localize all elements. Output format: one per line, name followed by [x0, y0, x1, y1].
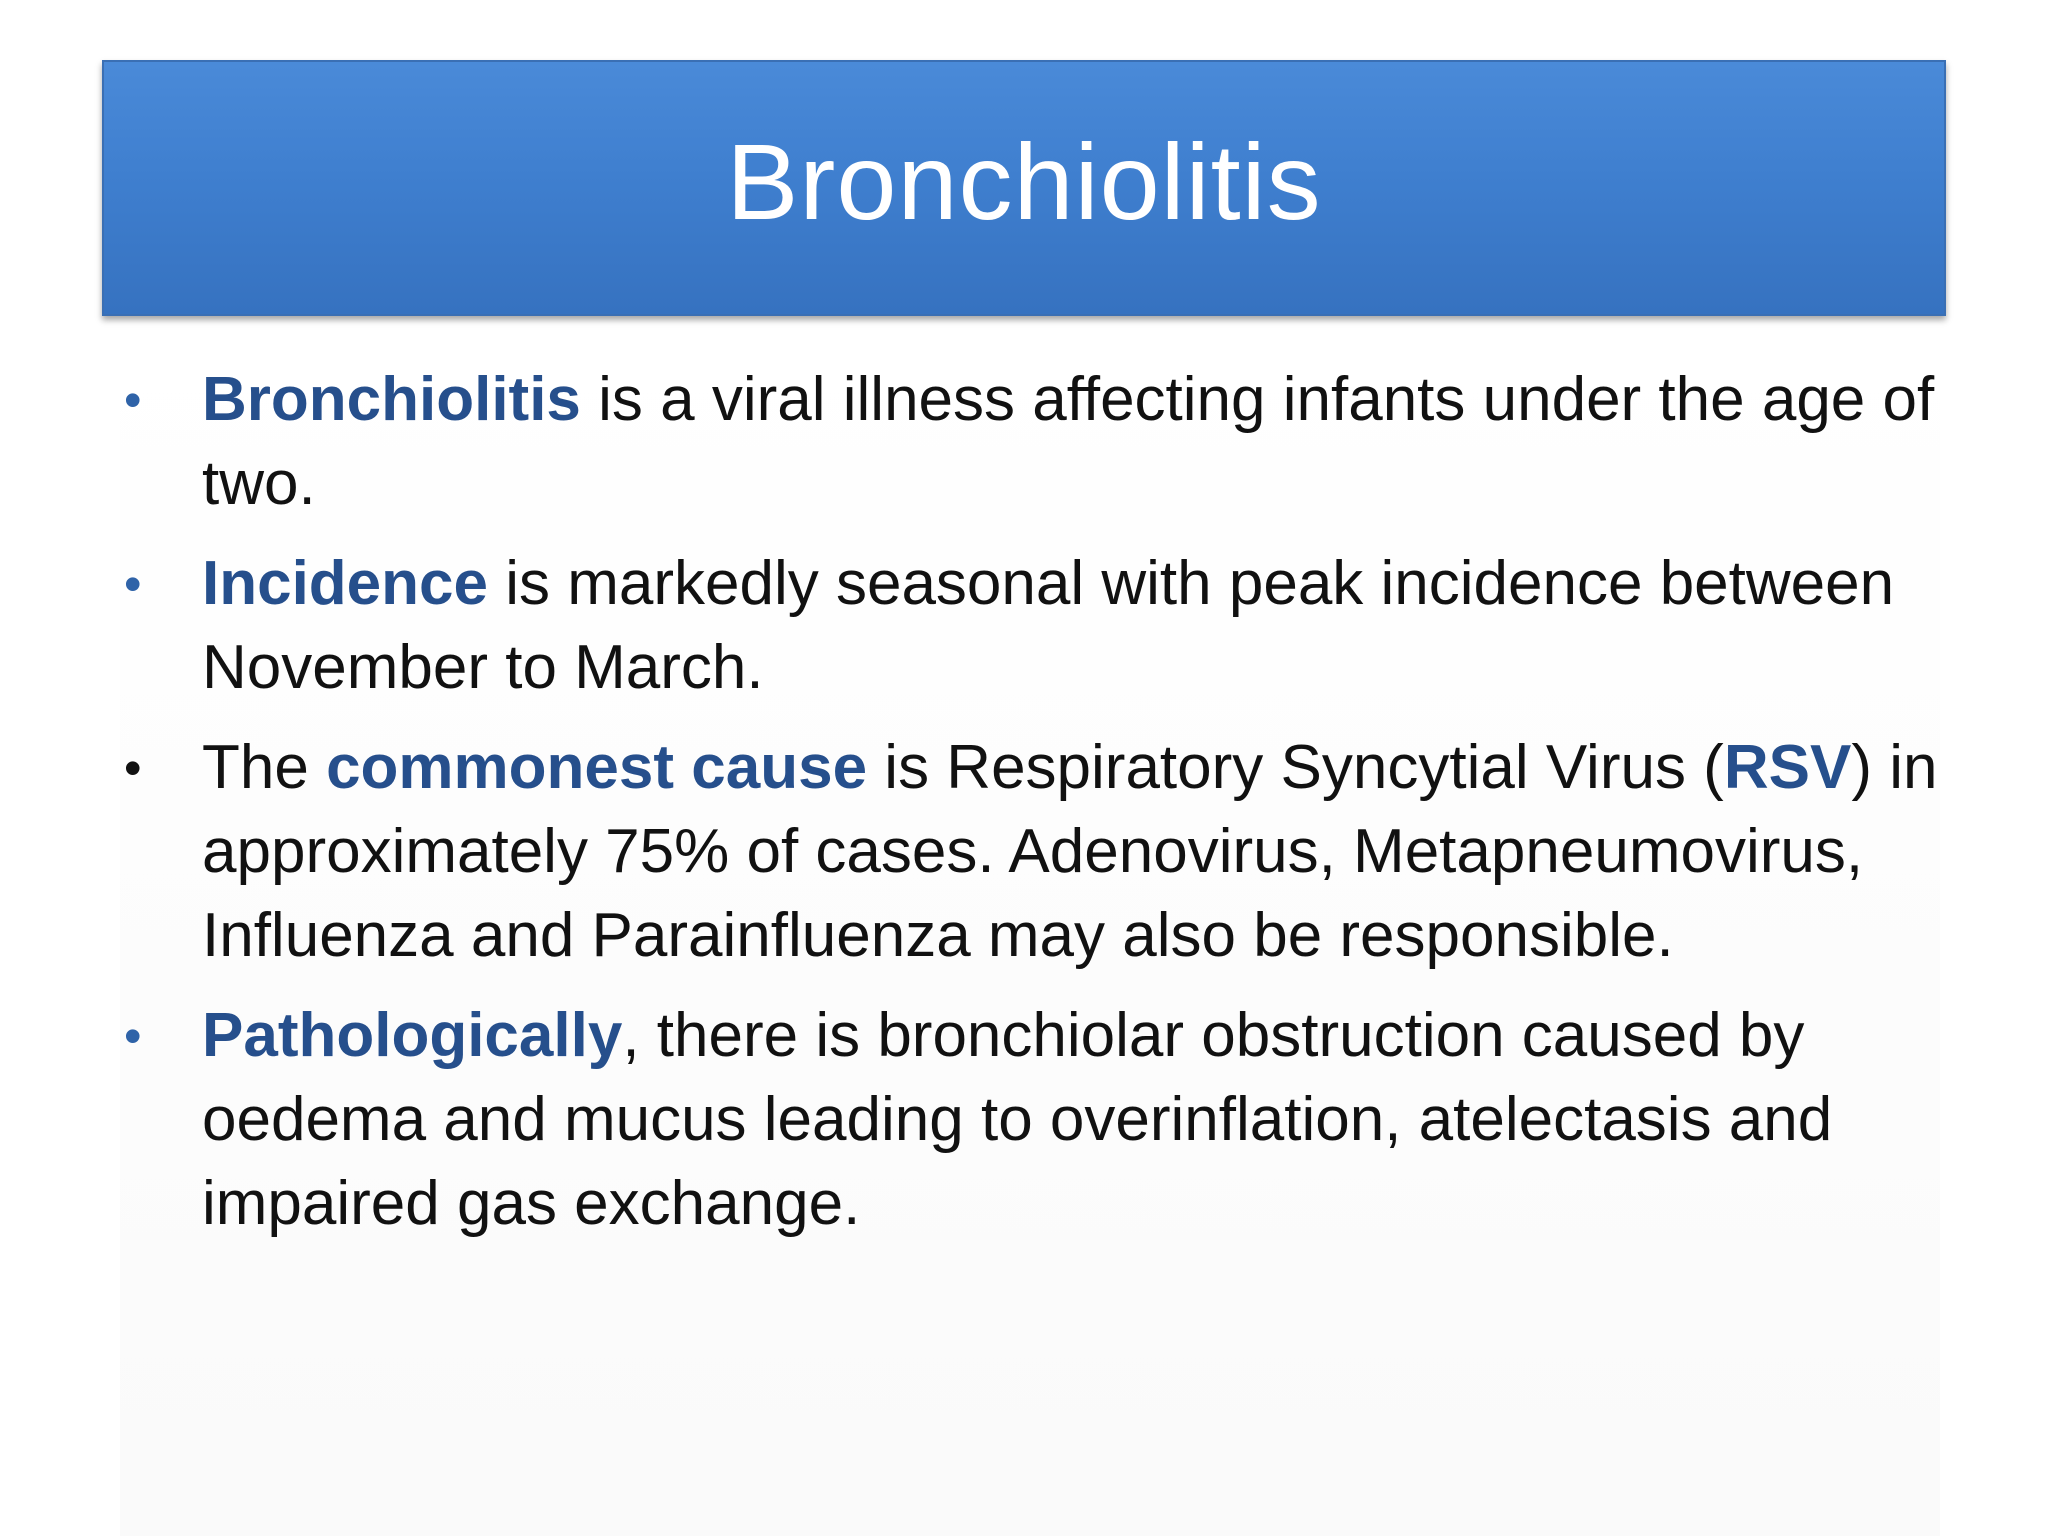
bullet-keyword-rsv: RSV — [1723, 733, 1852, 802]
bullet-item-4 — [120, 994, 1940, 1246]
bullet-list — [120, 358, 1940, 1262]
bullet-item-2 — [120, 542, 1940, 710]
title-bar — [102, 60, 1946, 316]
bullet-middle: is Respiratory Syncytial Virus ( — [867, 733, 1724, 802]
bullet-item-1 — [120, 358, 1940, 526]
bullet-keyword: commonest cause — [326, 733, 868, 802]
bullet-text: , there is bronchiolar obstruction caused by oedema and mucus leading to overinflation, atelectasis and impaired gas exchange. — [202, 1001, 1833, 1238]
bullet-dot-icon: • — [124, 740, 142, 796]
bullet-item-3 — [120, 726, 1940, 978]
bullet-keyword: Pathologically — [202, 1001, 623, 1070]
bullet-text: ) in approximately 75% of cases. Adenovirus, Metapneumovirus, Influenza and Parainfluenza may also be responsible. — [202, 733, 1938, 970]
bullet-text: is markedly seasonal with peak incidence between November to March. — [202, 549, 1895, 702]
bullet-dot-icon: • — [124, 556, 142, 612]
slide-title: Bronchiolitis — [726, 120, 1322, 242]
bullet-text: is a viral illness affecting infants under the age of two. — [202, 365, 1935, 518]
bullet-keyword: Incidence — [202, 549, 488, 618]
bullet-keyword: Bronchiolitis — [202, 365, 581, 434]
bullet-dot-icon: • — [124, 1008, 142, 1064]
bullet-prefix: The — [202, 733, 327, 802]
bullet-dot-icon: • — [124, 372, 142, 428]
